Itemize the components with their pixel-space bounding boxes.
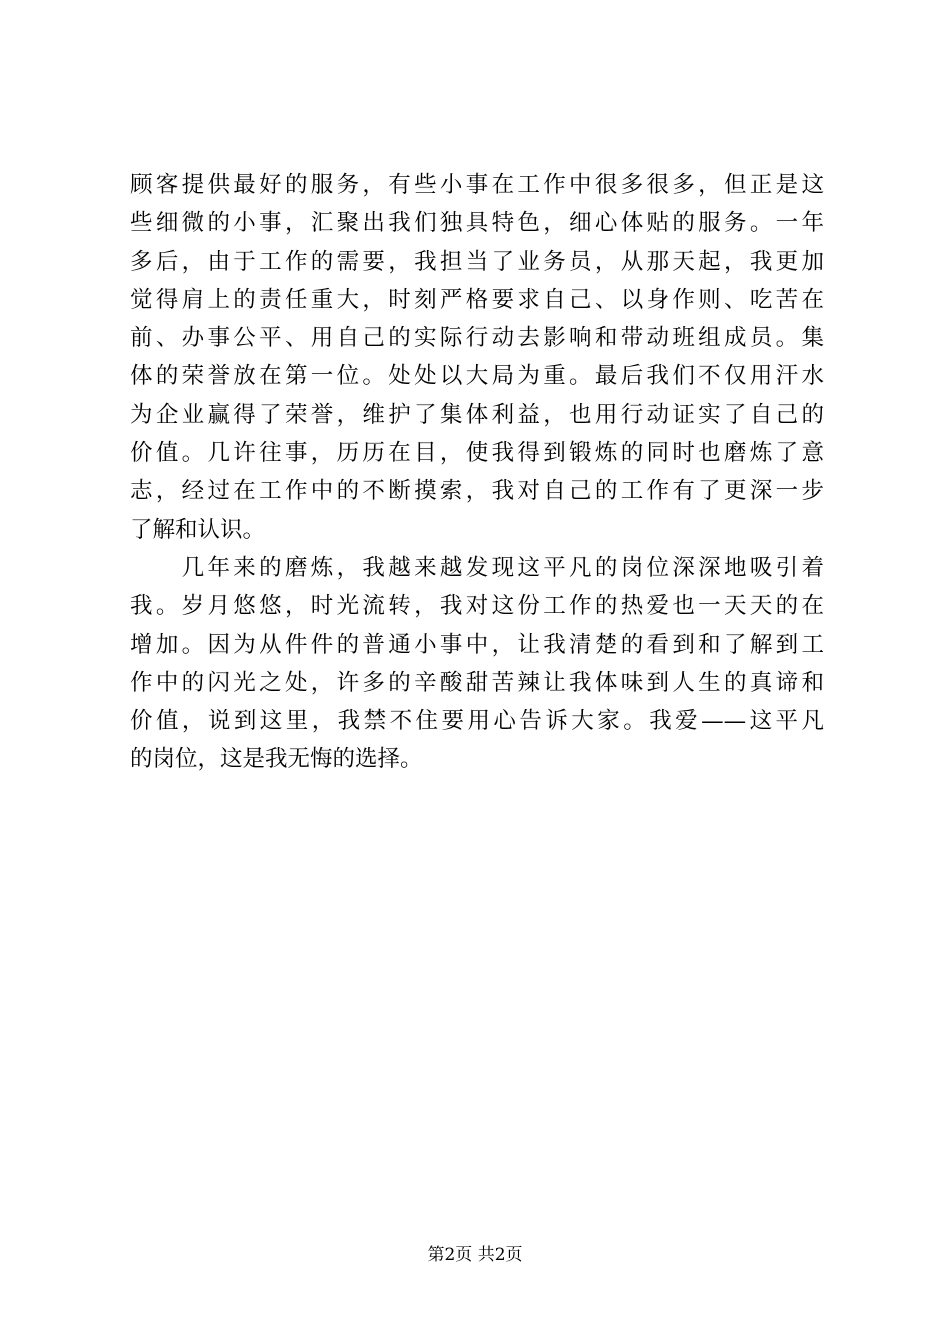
- text-line: 几年来的磨炼，我越来越发现这平凡的岗位深深地吸引着: [130, 554, 824, 581]
- text-line: 作中的闪光之处，许多的辛酸甜苦辣让我体味到人生的真谛和: [130, 669, 824, 696]
- text-line: 些细微的小事，汇聚出我们独具特色，细心体贴的服务。一年: [130, 210, 824, 237]
- text-line: 体的荣誉放在第一位。处处以大局为重。最后我们不仅用汗水: [130, 363, 824, 390]
- text-line: 前、办事公平、用自己的实际行动去影响和带动班组成员。集: [130, 325, 824, 352]
- text-line: 了解和认识。: [130, 516, 266, 543]
- paragraph-2: [130, 549, 824, 779]
- text-line: 觉得肩上的责任重大，时刻严格要求自己、以身作则、吃苦在: [130, 286, 824, 313]
- paragraph-1: [130, 166, 824, 549]
- text-line: 为企业赢得了荣誉，维护了集体利益，也用行动证实了自己的: [130, 401, 824, 428]
- text-line: 我。岁月悠悠，时光流转，我对这份工作的热爱也一天天的在: [130, 593, 824, 620]
- text-line: 价值，说到这里，我禁不住要用心告诉大家。我爱——这平凡: [130, 708, 824, 735]
- text-line: 增加。因为从件件的普通小事中，让我清楚的看到和了解到工: [130, 631, 824, 658]
- text-line: 志，经过在工作中的不断摸索，我对自己的工作有了更深一步: [130, 478, 824, 505]
- document-body: [130, 166, 824, 779]
- text-line: 的岗位，这是我无悔的选择。: [130, 746, 423, 773]
- text-line: 顾客提供最好的服务，有些小事在工作中很多很多，但正是这: [130, 172, 824, 198]
- page-number-footer: 第2页 共2页: [427, 1245, 523, 1265]
- text-line: 多后，由于工作的需要，我担当了业务员，从那天起，我更加: [130, 248, 824, 275]
- text-line: 价值。几许往事，历历在目，使我得到锻炼的同时也磨炼了意: [130, 440, 824, 467]
